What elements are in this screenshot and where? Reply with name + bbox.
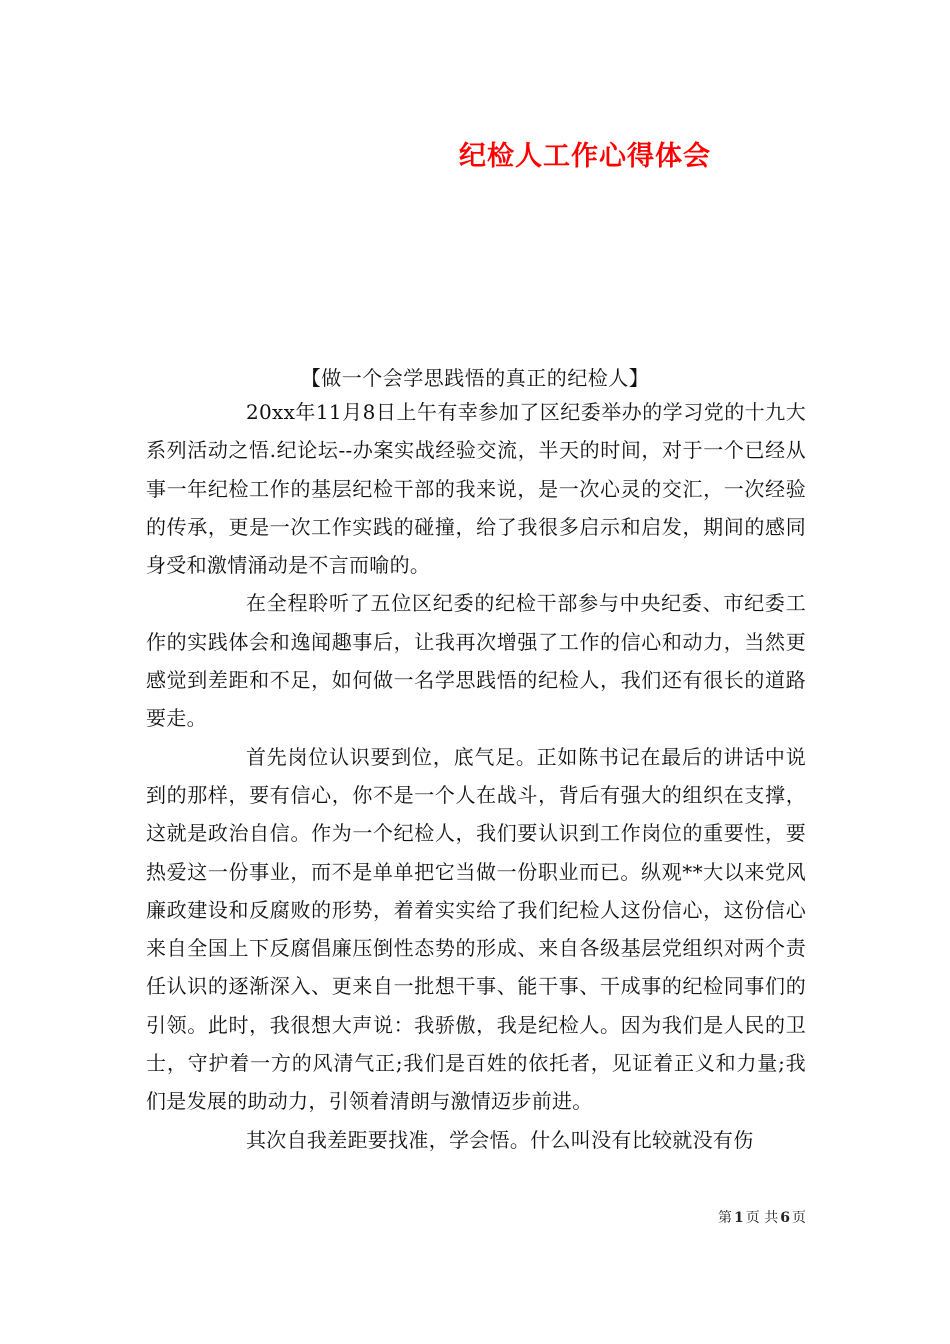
document-body (146, 393, 806, 1159)
total-pages-number: 6 (780, 1210, 790, 1226)
current-page-number: 1 (734, 1210, 744, 1226)
paragraph-4: 其次自我差距要找准，学会悟。什么叫没有比较就没有伤 (246, 1127, 754, 1152)
paragraph-3: 首先岗位认识要到位，底气足。正如陈书记在最后的讲话中说到的那样，要有信心，你不是一个人在战斗，背后有强大的组织在支撑，这就是政治自信。作为一个纪检人，我们要认识到工作岗位的重要性，要热爱这一份事业，而不是单单把它当做一份职业而已。纵观**大以来党风廉政建设和反腐败的形势，着着实实给了我们纪检人这份信心，这份信心来自全国上下反腐倡廉压倒性态势的形成、来自各级基层党组织对两个责任认识的逐渐深入、更来自一批想干事、能干事、干成事的纪检同事们的引领。此时，我很想大声说：我骄傲，我是纪检人。因为我们是人民的卫士，守护着一方的风清气正;我们是百姓的依托者，见证着正义和力量;我们是发展的助动力，引领着清朗与激情迈步前进。 (146, 744, 806, 1114)
footer-middle: 页 共 (745, 1210, 779, 1226)
footer-prefix: 第 (718, 1210, 733, 1226)
footer-suffix: 页 (792, 1210, 806, 1226)
document-title: 纪检人工作心得体会 (459, 141, 711, 172)
paragraph-1: 20xx年11月8日上午有幸参加了区纪委举办的学习党的十九大系列活动之悟.纪论坛--办案实战经验交流，半天的时间，对于一个已经从事一年纪检工作的基层纪检干部的我来说，是一次心灵的交汇，一次经验的传承，更是一次工作实践的碰撞，给了我很多启示和启发，期间的感同身受和激情涌动是不言而喻的。 (146, 400, 806, 578)
page-number-footer (718, 1207, 806, 1227)
paragraph-2: 在全程聆听了五位区纪委的纪检干部参与中央纪委、市纪委工作的实践体会和逸闻趣事后，让我再次增强了工作的信心和动力，当然更感觉到差距和不足，如何做一名学思践悟的纪检人，我们还有很长的道路要走。 (146, 591, 806, 731)
document-subtitle: 【做一个会学思践悟的真正的纪检人】 (300, 366, 650, 390)
